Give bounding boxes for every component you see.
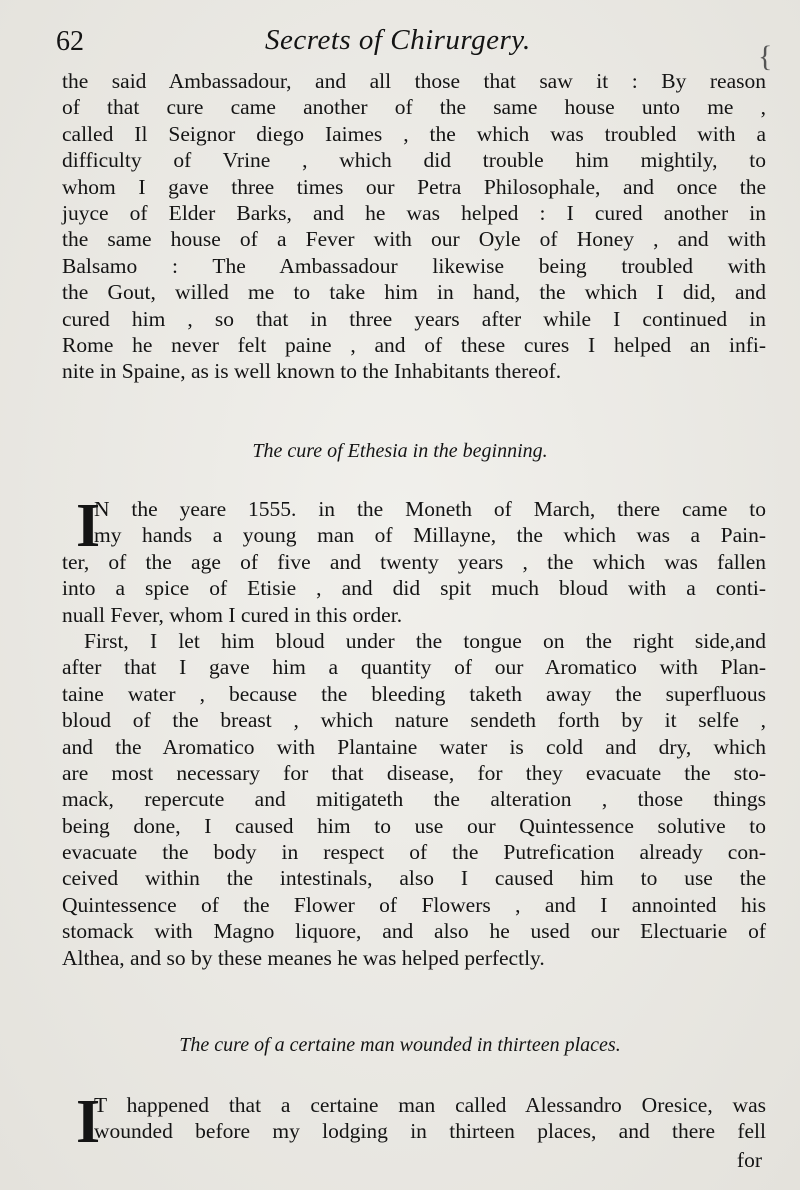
text-line: N the yeare 1555. in the Moneth of March, there came to [94, 497, 766, 521]
text-line: T happened that a certaine man called Alessandro Oresice, was [94, 1093, 766, 1117]
text-line: Rome he never felt paine , and of these cures I helped an infi- [62, 332, 766, 357]
text-line: bloud of the breast , which nature sendeth forth by it selfe , [62, 708, 766, 733]
text-line: and the Aromatico with Plantaine water is cold and dry, which [62, 734, 766, 759]
text-line: taine water , because the bleeding taketh away the superfluous [62, 681, 766, 706]
text-line: the Gout, willed me to take him in hand, the which I did, and [62, 280, 766, 305]
text-line: my hands a young man of Millayne, the which was a Pain- [94, 523, 766, 548]
text-line: of that cure came another of the same house unto me , [62, 95, 766, 120]
text-line: difficulty of Vrine , which did trouble him mightily, to [62, 148, 766, 173]
catchword: for [736, 1148, 762, 1172]
paragraph-ethesia [62, 492, 766, 971]
text-line: ceived within the intestinals, also I caused him to use the [62, 866, 766, 891]
margin-bracket-mark: { [758, 40, 773, 73]
text-line: nuall Fever, whom I cured in this order. [62, 602, 403, 627]
text-line: Balsamo : The Ambassadour likewise being troubled with [62, 253, 766, 278]
page-header [0, 18, 800, 73]
drop-cap: I [76, 1088, 101, 1156]
text-line: stomack with Magno liquore, and also he used our Electuarie of [62, 919, 766, 944]
section-heading: The cure of a certaine man wounded in thirteen places. [179, 1034, 621, 1056]
paragraph-continued [62, 68, 766, 385]
text-line: into a spice of Etisie , and did spit much bloud with a conti- [62, 576, 766, 601]
text-line: nite in Spaine, as is well known to the Inhabitants thereof. [62, 359, 562, 384]
text-line: the same house of a Fever with our Oyle of Honey , and with [62, 227, 766, 252]
text-line: the said Ambassadour, and all those that saw it : By reason [62, 69, 766, 93]
text-line: called Il Seignor diego Iaimes , the which was troubled with a [62, 121, 766, 146]
text-line: after that I gave him a quantity of our Aromatico with Plan- [62, 655, 766, 680]
page-number: 62 [56, 26, 84, 57]
text-line: evacuate the body in respect of the Putrefication already con- [62, 840, 766, 865]
section-heading: The cure of Ethesia in the beginning. [252, 440, 548, 462]
text-line: First, I let him bloud under the tongue on the right side,and [84, 628, 766, 653]
text-line: ter, of the age of five and twenty years , the which was fallen [62, 549, 766, 574]
text-line: cured him , so that in three years after while I continued in [62, 306, 766, 331]
paragraph-wounded [62, 1092, 766, 1145]
text-line: whom I gave three times our Petra Philosophale, and once the [62, 174, 766, 199]
drop-cap: I [76, 492, 101, 560]
text-line: Quintessence of the Flower of Flowers , and I annointed his [62, 892, 766, 917]
text-line: being done, I caused him to use our Quintessence solutive to [62, 813, 766, 838]
text-line: Althea, and so by these meanes he was helped perfectly. [62, 945, 545, 970]
text-line: juyce of Elder Barks, and he was helped : I cured another in [62, 200, 766, 225]
text-line: mack, repercute and mitigateth the alteration , those things [62, 787, 766, 812]
text-line: are most necessary for that disease, for they evacuate the sto- [62, 760, 766, 785]
running-title: Secrets of Chirurgery. [265, 24, 531, 56]
text-line: wounded before my lodging in thirteen places, and there fell [94, 1119, 766, 1144]
